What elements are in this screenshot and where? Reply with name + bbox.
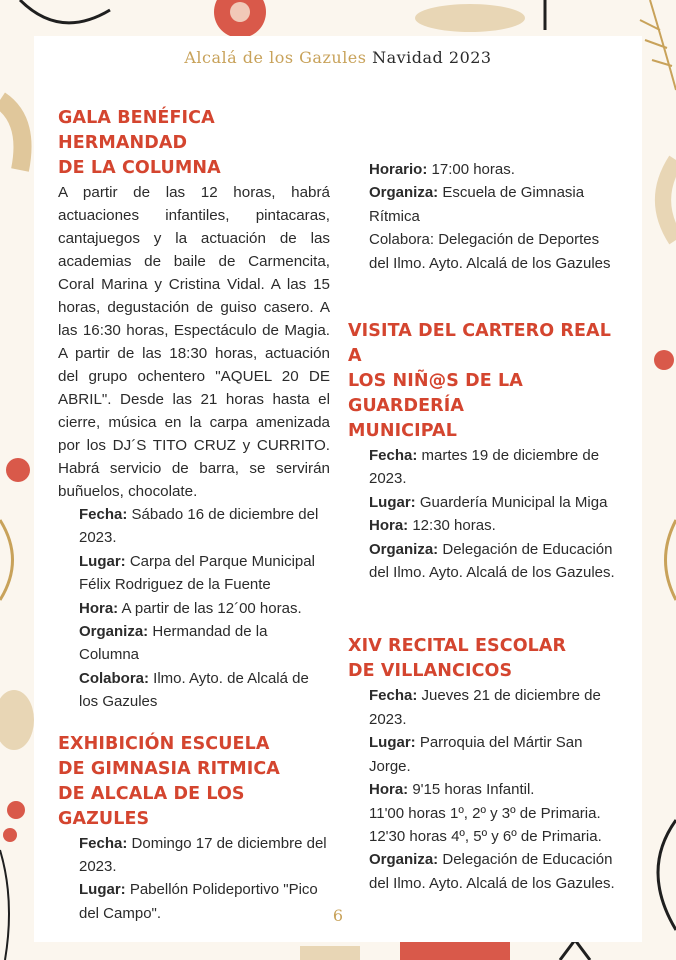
detail-hora: Hora: A partir de las 12´00 horas. bbox=[79, 599, 302, 617]
detail-primaria-1: 11'00 horas 1º, 2º y 3º de Primaria. bbox=[369, 804, 601, 822]
header-title: Navidad 2023 bbox=[372, 48, 492, 67]
event-title-line: DE ALCALA DE LOS GAZULES bbox=[58, 783, 245, 829]
detail-lugar: Lugar: Pabellón Polideportivo "Pico del Campo". bbox=[79, 881, 318, 922]
detail-organiza: Organiza: Escuela de Gimnasia Rítmica bbox=[369, 184, 585, 225]
detail-lugar: Lugar: Parroquia del Mártir San Jorge. bbox=[369, 734, 583, 775]
event-details bbox=[58, 503, 330, 714]
document-page bbox=[34, 36, 642, 942]
detail-fecha: Fecha: Jueves 21 de diciembre de 2023. bbox=[369, 687, 601, 728]
right-column bbox=[348, 158, 620, 895]
page-header bbox=[34, 48, 642, 67]
detail-organiza: Organiza: Hermandad de la Columna bbox=[79, 623, 268, 664]
event-title-line: VISITA DEL CARTERO REAL A bbox=[348, 321, 611, 367]
detail-fecha: Fecha: Sábado 16 de diciembre del 2023. bbox=[79, 506, 319, 547]
event-title-line: DE GIMNASIA RITMICA bbox=[58, 758, 280, 779]
detail-organiza: Organiza: Delegación de Educación del Ilmo. Ayto. Alcalá de los Gazules. bbox=[369, 851, 615, 892]
detail-fecha: Fecha: Domingo 17 de diciembre del 2023. bbox=[79, 834, 327, 876]
event-title-line: MUNICIPAL bbox=[348, 421, 457, 442]
event-details bbox=[348, 444, 620, 584]
detail-hora: Hora: 9'15 horas Infantil. bbox=[369, 781, 535, 799]
event-description: A partir de las 12 horas, habrá actuaciones infantiles, pintacaras, cantajuegos y la actuación de las academias de baile de Carmencita, Coral Marina y Cristina Vidal. A las 15 horas, degustación de guiso casero. A las 16:30 horas, Espectáculo de Magia. A partir de las 18:30 horas, actuación del grupo ochentero "AQUEL 20 DE ABRIL". Desde las 21 horas hasta el cierre, música en la carpa amenizada por los DJ´S TITO CRUZ y CURRITO. Habrá servicio de barra, se servirán buñuelos, chocolate. bbox=[58, 184, 330, 500]
event-details bbox=[348, 684, 620, 895]
event-title-line: LOS NIÑ@S DE LA GUARDERÍA bbox=[348, 371, 523, 417]
left-column bbox=[58, 106, 330, 925]
page-number: 6 bbox=[332, 906, 344, 925]
event-title-line: GALA BENÉFICA HERMANDAD bbox=[58, 108, 215, 153]
event-title-line: DE VILLANCICOS bbox=[348, 661, 513, 682]
detail-lugar: Lugar: Carpa del Parque Municipal Félix Rodriguez de la Fuente bbox=[79, 552, 315, 594]
event-title bbox=[58, 106, 330, 181]
detail-colabora: Colabora: Delegación de Deportes del Ilmo. Ayto. Alcalá de los Gazules bbox=[369, 231, 611, 272]
detail-lugar: Lugar: Guardería Municipal la Miga bbox=[369, 493, 608, 511]
detail-horario: Horario: 17:00 horas. bbox=[369, 161, 515, 178]
event-title bbox=[348, 319, 620, 444]
detail-organiza: Organiza: Delegación de Educación del Ilmo. Ayto. Alcalá de los Gazules. bbox=[369, 540, 615, 582]
detail-primaria-2: 12'30 horas 4º, 5º y 6º de Primaria. bbox=[369, 827, 602, 845]
header-place: Alcalá de los Gazules bbox=[184, 48, 367, 67]
event-title-line: XIV RECITAL ESCOLAR bbox=[348, 636, 567, 657]
detail-colabora: Colabora: Ilmo. Ayto. de Alcalá de los Gazules bbox=[79, 669, 309, 711]
detail-hora: Hora: 12:30 horas. bbox=[369, 517, 496, 535]
event-title-line: DE LA COLUMNA bbox=[58, 158, 221, 178]
event-title bbox=[348, 634, 620, 684]
detail-fecha: Fecha: martes 19 de diciembre de 2023. bbox=[369, 447, 600, 488]
event-details bbox=[348, 158, 620, 275]
event-title bbox=[58, 732, 330, 832]
event-title-line: EXHIBICIÓN ESCUELA bbox=[58, 733, 270, 754]
